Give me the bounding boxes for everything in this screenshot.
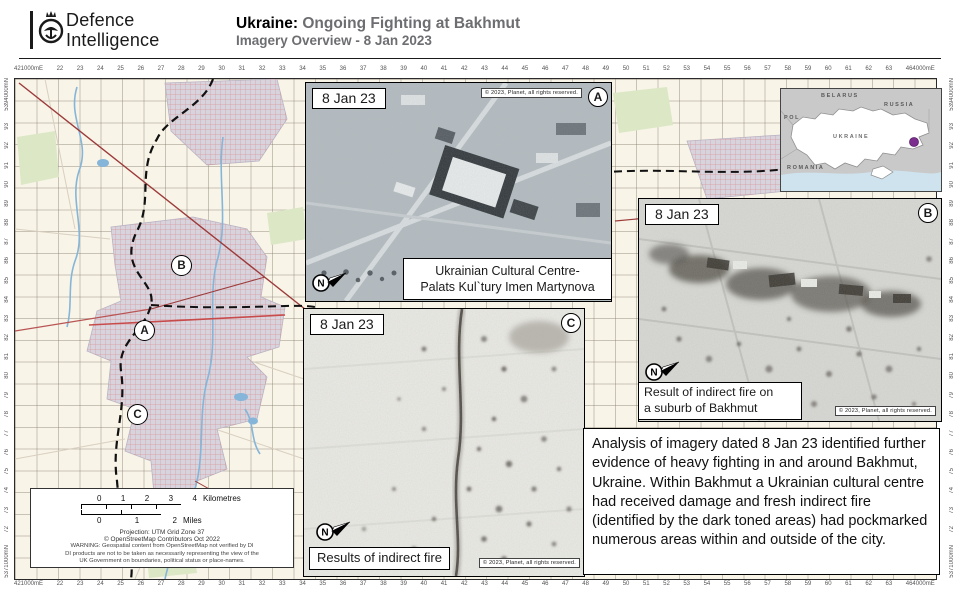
- panel-b-letter-badge: B: [918, 203, 938, 223]
- panel-b-credit: © 2023, Planet, all rights reserved.: [835, 406, 936, 416]
- satellite-panel-c: [303, 308, 585, 577]
- inset-label-poland: POL: [784, 115, 801, 121]
- satellite-panel-a: [305, 82, 612, 302]
- panel-b-caption-line1: Result of indirect fire on: [644, 385, 774, 400]
- warning-line-1: WARNING: Geospatial content from OpenStreetMap not verified by DI: [70, 543, 254, 549]
- inset-label-russia: RUSSIA: [884, 102, 915, 108]
- grid-ticks-left: 5394000mN 93 92 91 90 89 88 87 86 85 84 83 82 81 80 79 78 77 76 75 74 73 72 5371000mN: [4, 78, 10, 578]
- page-title: [236, 15, 520, 33]
- map-marker-a-label: A: [140, 324, 149, 337]
- panel-a-north-arrow-icon: [311, 270, 349, 295]
- map-marker-a: [134, 320, 155, 341]
- panel-a-date-label: 8 Jan 23: [312, 88, 386, 109]
- projection-note: Projection: UTM Grid Zone 37: [119, 529, 205, 536]
- km-unit-label: Kilometres: [203, 494, 241, 503]
- org-name-line1: Defence: [66, 10, 135, 30]
- scale-box: [30, 488, 294, 568]
- panel-a-caption: [403, 258, 612, 300]
- svg-text:N: N: [317, 278, 325, 290]
- warning-line-3: UK Government on boundaries, political status or place-names.: [79, 558, 245, 565]
- header-rule: [19, 58, 941, 59]
- panel-c-caption: Results of indirect fire: [309, 547, 450, 570]
- panel-b-date-label: 8 Jan 23: [645, 204, 719, 225]
- km-scale-labels: [77, 494, 247, 504]
- map-marker-b: [171, 255, 192, 276]
- mile-tick-numbers: 0 1 2: [97, 516, 177, 525]
- page-title-subject: Ongoing Fighting at Bakhmut: [298, 15, 521, 32]
- inset-label-ukraine: UKRAINE: [833, 134, 870, 140]
- km-tick-numbers: 0 1 2 3 4: [97, 494, 197, 503]
- panel-a-credit: © 2023, Planet, all rights reserved.: [481, 88, 582, 98]
- panel-c-north-arrow-icon: [315, 519, 353, 544]
- panel-c-date-label: 8 Jan 23: [310, 314, 384, 335]
- panel-a-letter-badge: A: [588, 87, 608, 107]
- svg-text:N: N: [321, 527, 329, 539]
- inset-label-romania: ROMANIA: [787, 165, 825, 171]
- org-name: [66, 10, 159, 50]
- grid-ticks-right: 5394000mN 93 92 91 90 89 88 87 86 85 84 83 82 81 80 79 78 77 76 75 74 73 72 5371000mN: [949, 78, 955, 578]
- svg-text:N: N: [650, 367, 658, 379]
- mile-unit-label: Miles: [183, 516, 202, 525]
- header-divider-bar: [30, 11, 33, 49]
- org-name-line2: Intelligence: [66, 30, 160, 51]
- inset-map-graphic: [781, 89, 941, 191]
- map-marker-c-label: C: [133, 408, 142, 421]
- panel-c-letter-badge: C: [561, 313, 581, 333]
- analysis-text-box: Analysis of imagery dated 8 Jan 23 identified further evidence of heavy fighting in and around Bakhmut, Ukraine. Within Bakhmut a Ukrainian cultural centre had received damage and fresh indirect fire (identified by the dark toned areas) had pockmarked numerous areas within and outside of the city.: [583, 428, 940, 575]
- grid-ticks-top: 421000mE 22 23 24 25 26 27 28 29 30 31 32 33 34 35 36 37 38 39 40 41 42 43 44 45 46 47 48 49 50 51 52 53 54 55 56 57 58 59 60 61 62 63 464000mE: [14, 66, 935, 72]
- page-subtitle: Imagery Overview - 8 Jan 2023: [236, 33, 432, 48]
- defence-intelligence-crest-icon: [38, 11, 64, 51]
- page-title-country: Ukraine:: [236, 15, 299, 32]
- panel-a-caption-line2: Palats Kul`tury Imen Martynova: [420, 280, 595, 294]
- warning-line-2: DI products are not to be taken as necessarily representing the view of the: [65, 550, 259, 557]
- inset-locator-map: [780, 88, 942, 192]
- panel-b-caption-line2: a suburb of Bakhmut: [644, 401, 758, 416]
- mile-scale-labels: [77, 516, 247, 526]
- mile-scale-bar: [81, 510, 161, 515]
- panel-c-credit: © 2023, Planet, all rights reserved.: [479, 558, 580, 568]
- inset-label-belarus: BELARUS: [821, 93, 859, 99]
- panel-b-north-arrow-icon: [644, 359, 682, 384]
- osm-credit: © OpenStreetMap Contributors Oct 2022: [104, 536, 220, 543]
- satellite-panel-b: [638, 198, 942, 422]
- km-scale-bar: [81, 504, 181, 509]
- panel-a-caption-line1: Ukrainian Cultural Centre-: [435, 263, 580, 278]
- grid-ticks-bottom: 421000mE 22 23 24 25 26 27 28 29 30 31 32 33 34 35 36 37 38 39 40 41 42 43 44 45 46 47 48 49 50 51 52 53 54 55 56 57 58 59 60 61 62 63 464000mE: [14, 581, 935, 587]
- map-marker-c: [127, 404, 148, 425]
- panel-b-caption: [638, 382, 802, 420]
- map-marker-b-label: B: [177, 259, 186, 272]
